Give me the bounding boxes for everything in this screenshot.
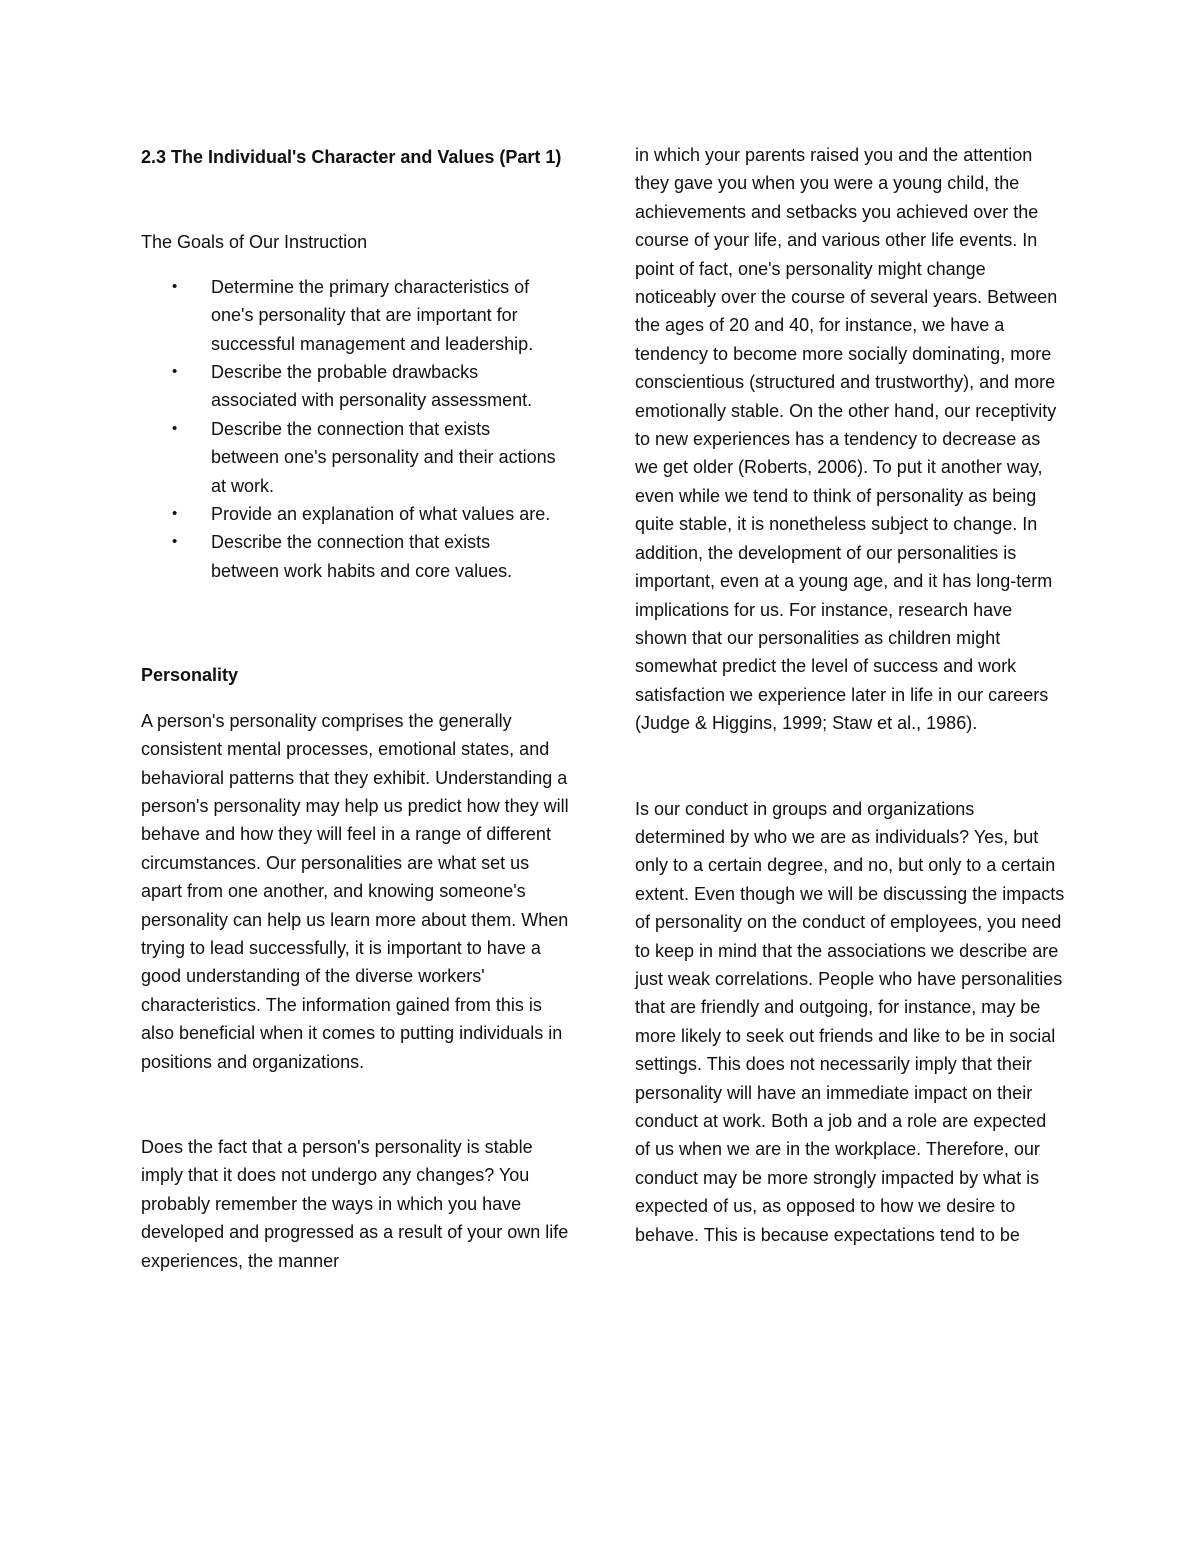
bullet-icon: • (172, 419, 178, 437)
paragraph: Is our conduct in groups and organizations determined by who we are as individuals? Yes, but only to a certain degree, and no, but only to a certain extent. Even though we will be discussing the impacts of personality on the conduct of employees, you need to keep in mind that the associations we describe are just weak correlations. People who have personalities that are friendly and outgoing, for instance, may be more likely to seek out friends and like to be in social settings. This does not necessarily imply that their personality will have an immediate impact on their conduct at work. Both a job and a role are expected of us when we are in the workplace. Therefore, our conduct may be more strongly impacted by what is expected of us, as opposed to how we desire to behave. This is because expectations tend to be (635, 798, 1065, 1245)
goal-item (141, 415, 561, 500)
goal-text: Describe the connection that exists between work habits and core values. (211, 532, 513, 581)
goal-text: Provide an explanation of what values are. (211, 504, 551, 525)
document-title: 2.3 The Individual's Character and Values (Part 1) (141, 147, 562, 167)
section-heading-personality: Personality (141, 665, 239, 686)
paragraph: in which your parents raised you and the attention they gave you when you were a young child, the achievements and setbacks you achieved over the course of your life, and various other life events. In point of fact, one's personality might change noticeably over the course of several years. Between the ages of 20 and 40, for instance, we have a tendency to become more socially dominating, more conscientious (structured and trustworthy), and more emotionally stable. On the other hand, our receptivity to new experiences has a tendency to decrease as we get older (Roberts, 2006). To put it another way, even while we tend to think of personality as being quite stable, it is nonetheless subject to change. In addition, the development of our personalities is important, even at a young age, and it has long-term implications for us. For instance, research have shown that our personalities as children might somewhat predict the level of success and work satisfaction we experience later in life in our careers (Judge & Higgins, 1999; Staw et al., 1986). (635, 145, 1058, 734)
goal-text: Determine the primary characteristics of one's personality that are important for successful management and leadership. (211, 276, 534, 354)
bullet-icon: • (172, 505, 178, 523)
paragraph: A person's personality comprises the generally consistent mental processes, emotional states, and behavioral patterns that they exhibit. Understanding a person's personality may help us predict how they will behave and how they will feel in a range of different circumstances. Our personalities are what set us apart from one another, and knowing someone's personality can help us learn more about them. When trying to lead successfully, it is important to have a good understanding of the diverse workers' characteristics. The information gained from this is also beneficial when it comes to putting individuals in positions and organizations. (141, 710, 569, 1072)
goal-item (141, 528, 561, 585)
goal-item (141, 500, 561, 528)
bullet-icon: • (172, 363, 178, 381)
goals-heading: The Goals of Our Instruction (141, 232, 368, 253)
left-column (141, 140, 571, 1275)
goal-item (141, 273, 561, 358)
paragraph: Does the fact that a person's personality is stable imply that it does not undergo any changes? You probably remember the ways in which you have developed and progressed as a result of your own life experiences, the manner (141, 1136, 569, 1271)
right-column (635, 140, 1065, 1249)
bullet-icon: • (172, 277, 178, 295)
bullet-icon: • (172, 533, 178, 551)
goal-text: Describe the connection that exists between one's personality and their actions at work. (211, 418, 556, 496)
goals-list (141, 273, 571, 585)
goal-item (141, 358, 561, 415)
goal-text: Describe the probable drawbacks associated with personality assessment. (211, 362, 533, 411)
